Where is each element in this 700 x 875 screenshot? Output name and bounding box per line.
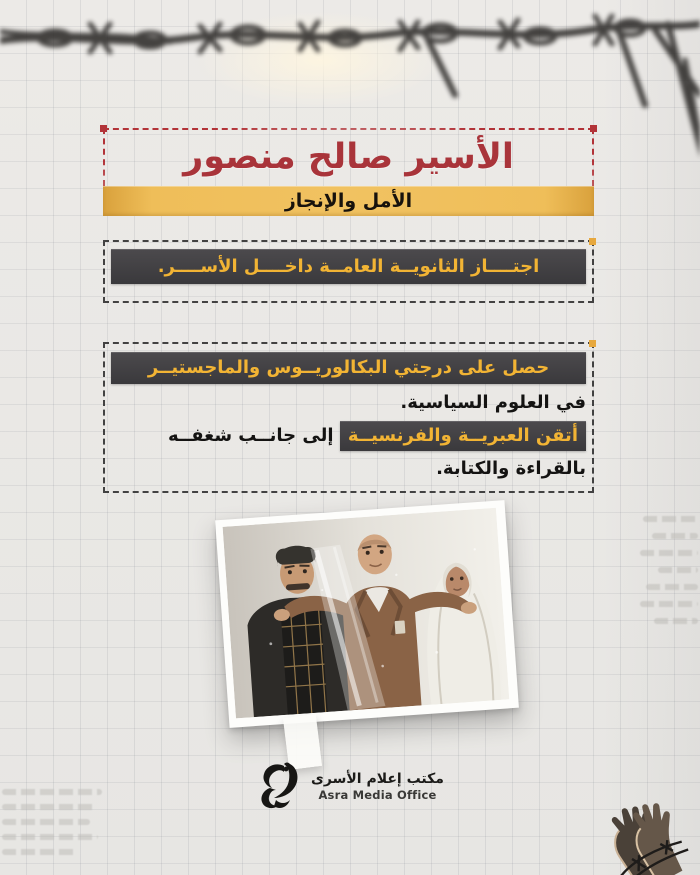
title-corner-square-left — [100, 125, 107, 132]
achievement-line-3-highlight: أتقن العبريــة والفرنسيــة — [340, 421, 586, 451]
box1-corner-square — [589, 238, 596, 245]
achievement-line-1-text: حصل على درجتي البكالوريــوس والماجستيــر — [147, 357, 550, 378]
org-name-english: Asra Media Office — [318, 788, 437, 802]
achievement-line-1 — [111, 352, 586, 384]
family-photo-image — [223, 508, 510, 719]
achievement-line-2: في العلوم السياسية. — [400, 392, 586, 413]
org-name-arabic: مكتب إعلام الأسرى — [311, 771, 444, 787]
box2-corner-square — [589, 340, 596, 347]
praying-hands-image — [560, 765, 700, 875]
subtitle-text: الأمل والإنجاز — [284, 190, 413, 212]
box1-text: اجتــــاز الثانويــة العامــة داخــــل الأســــر. — [157, 256, 540, 277]
achievements-box — [103, 342, 594, 493]
achievement-line-3 — [111, 419, 586, 452]
achievement-line-4: بالقراءة والكتابة. — [436, 458, 586, 479]
page-title: الأسير صالح منصور — [183, 137, 514, 177]
highlight-box-1 — [103, 240, 594, 303]
title-frame — [103, 128, 594, 186]
family-photo — [215, 500, 519, 728]
faint-arabic-watermark-left — [2, 780, 106, 855]
title-corner-square-right — [590, 125, 597, 132]
box1-dark-bar — [111, 249, 586, 284]
achievement-line-3-rest: إلى جانــب شغفــه — [168, 425, 334, 446]
faint-arabic-watermark-right — [636, 505, 698, 624]
subtitle-banner — [103, 186, 594, 216]
asra-logo-bird-icon — [256, 760, 302, 812]
